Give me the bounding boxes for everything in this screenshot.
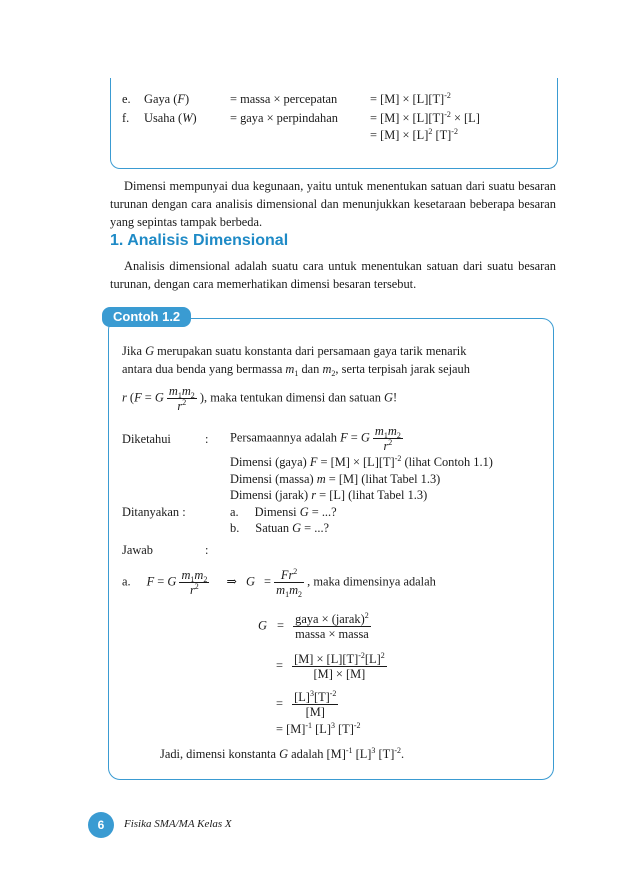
step-2: = $\frac{[M] \times [L][T]^{-2}[L]^2}{[M] \times [M]}$ bbox=[276, 651, 385, 681]
known-line-4: Dimensi (jarak) r = [L] (lihat Tabel 1.3) bbox=[230, 488, 428, 502]
step-4: = $[M]^{-1}$ $[L]^3$ $[T]^{-2}$ bbox=[276, 721, 361, 736]
fraction-fr2-m1m2: $\frac{Fr^2}{m_1m_2}$ bbox=[276, 567, 303, 599]
page-number: 6 bbox=[88, 812, 114, 838]
fraction-step-3: $\frac{[L]^3[T]^{-2}}{[M]}$ bbox=[294, 689, 337, 719]
row-usaha bbox=[122, 110, 480, 126]
book-title: Fisika SMA/MA Kelas X bbox=[124, 818, 232, 830]
row-name: Usaha (W) bbox=[144, 111, 197, 125]
asked-label: Ditanyakan : bbox=[122, 505, 186, 519]
row-eq: = massa × percepatan bbox=[230, 92, 338, 106]
step-3: = $\frac{[L]^3[T]^{-2}}{[M]}$ bbox=[276, 689, 337, 719]
question-line-2: antara dua benda yang bermassa $m_1$ dan $m_2$, serta terpisah jarak sejauh bbox=[122, 362, 470, 378]
known-label: Diketahui bbox=[122, 432, 171, 446]
row-eq: = gaya × perpindahan bbox=[230, 111, 338, 125]
row-label: f. bbox=[122, 111, 130, 125]
example-tab: Contoh 1.2 bbox=[102, 307, 191, 327]
row-gaya bbox=[122, 91, 451, 107]
fraction-step-2: $\frac{[M] \times [L][T]^{-2}[L]^2}{[M] \times [M]}$ bbox=[294, 651, 385, 681]
asked-line-2: b. Satuan G = ...? bbox=[230, 521, 330, 535]
row-dim: = $[M] \times [L][T]^{-2}$ bbox=[370, 91, 451, 106]
row-dim: = $[M] \times [L][T]^{-2} \times [L]$ bbox=[370, 110, 480, 125]
answer-step-a: a. F = G $\frac{m_1m_2}{r^2}$ ⇒ G = $\frac{Fr^2}{m_1m_2}$ , maka dimensinya adalah bbox=[122, 567, 436, 599]
intro-paragraph: Dimensi mempunyai dua kegunaan, yaitu untuk menentukan satuan dari suatu besaran turunan dengan cara analisis dimensional dan menunjukkan kesetaraan beberapa besaran yang sepintas tampak berbeda. bbox=[110, 179, 556, 229]
conclusion: Jadi, dimensi konstanta G adalah $[M]^{-1}$ $[L]^3$ $[T]^{-2}$. bbox=[160, 746, 405, 761]
step-1: G = $\frac{gaya \times (jarak)^2}{\text{massa × massa}}$ bbox=[258, 611, 369, 641]
fraction-m1m2-r2: $\frac{m_1m_2}{r^2}$ bbox=[374, 424, 401, 453]
row-dim: = $[M] \times [L]^2$ $[T]^{-2}$ bbox=[370, 127, 458, 142]
known-line-3: Dimensi (massa) m = [M] (lihat Tabel 1.3) bbox=[230, 472, 441, 486]
fraction-m1m2-r2: $\frac{m_1m_2}{r^2}$ bbox=[181, 568, 208, 597]
row-name: Gaya (F) bbox=[144, 92, 190, 106]
row-label: e. bbox=[122, 92, 131, 106]
known-line-1: Persamaannya adalah F = G $\frac{m_1m_2}{r^2}$ bbox=[230, 424, 401, 453]
asked-line-1: a. Dimensi G = ...? bbox=[230, 505, 337, 519]
section-heading: 1. Analisis Dimensional bbox=[110, 232, 289, 249]
answer-label: Jawab bbox=[122, 543, 153, 557]
question-line-3: r (F = G $\frac{m_1m_2}{r^2}$ ), maka tentukan dimensi dan satuan G! bbox=[122, 384, 398, 413]
fraction-m1m2-r2: $\frac{m_1m_2}{r^2}$ bbox=[168, 384, 195, 413]
question-line-1: Jika G merupakan suatu konstanta dari persamaan gaya tarik menarik bbox=[122, 344, 467, 358]
answer-colon: : bbox=[205, 543, 209, 557]
section-paragraph: Analisis dimensional adalah suatu cara untuk menentukan satuan dari suatu besaran turunan, dengan cara memerhatikan dimensi besaran tersebut. bbox=[110, 259, 556, 291]
known-colon: : bbox=[205, 432, 209, 446]
known-line-2: Dimensi (gaya) $F = [M] \times [L][T]^{-2}$ (lihat Contoh 1.1) bbox=[230, 454, 493, 469]
implies-icon: ⇒ bbox=[226, 574, 237, 589]
fraction-step-1: $\frac{gaya \times (jarak)^2}{\text{massa × massa}}$ bbox=[295, 611, 369, 641]
